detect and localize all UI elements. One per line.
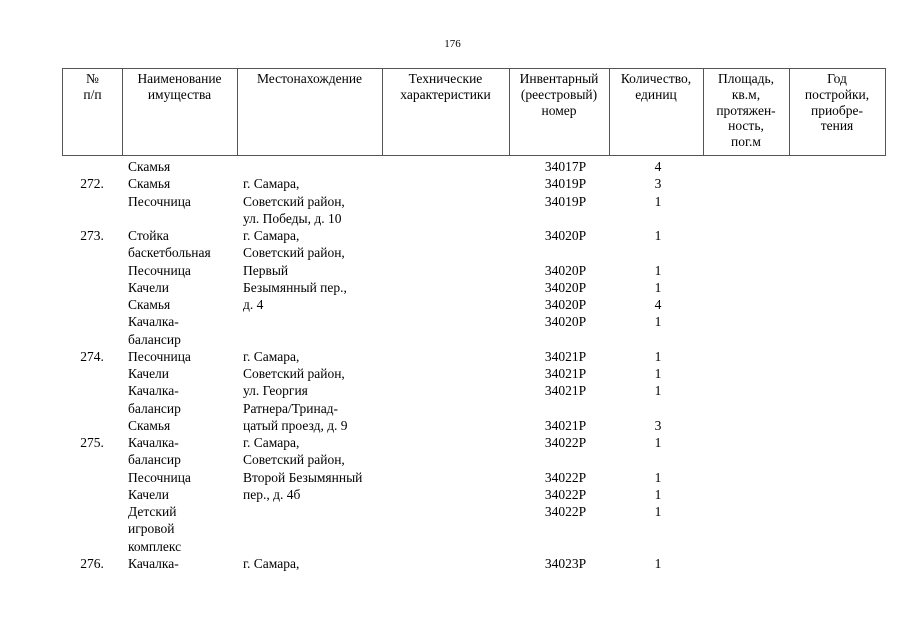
table-row bbox=[62, 296, 886, 313]
item-quantity: 4 bbox=[654, 297, 662, 312]
item-name: Скамья bbox=[128, 176, 171, 192]
inventory-number: 34022Р bbox=[544, 469, 587, 485]
item-name: Скамья bbox=[128, 159, 171, 174]
table-row bbox=[62, 158, 886, 175]
item-location: пер., д. 4б bbox=[243, 486, 301, 502]
header-line: Год bbox=[827, 71, 847, 86]
header-line: Количество, bbox=[620, 71, 692, 86]
table-row bbox=[62, 365, 886, 382]
table-row bbox=[62, 451, 886, 468]
table-row bbox=[62, 348, 886, 365]
item-location: г. Самара, bbox=[243, 176, 300, 192]
header-year bbox=[789, 71, 885, 134]
header-line: п/п bbox=[83, 86, 102, 102]
item-location: г. Самара, bbox=[243, 348, 300, 364]
item-location: Первый bbox=[243, 262, 289, 278]
item-quantity: 1 bbox=[654, 279, 662, 295]
item-name: балансир bbox=[128, 452, 181, 468]
item-name: игровой bbox=[128, 521, 175, 537]
header-inventory bbox=[509, 71, 609, 118]
item-name: Песочница bbox=[128, 348, 191, 364]
item-name: балансир bbox=[128, 331, 181, 347]
header-line: протяжен- bbox=[716, 102, 776, 118]
item-location: г. Самара, bbox=[243, 228, 300, 243]
header-line: (реестровый) bbox=[520, 86, 598, 102]
table-row bbox=[62, 227, 886, 244]
item-name: Качалка- bbox=[128, 435, 179, 450]
table-row bbox=[62, 244, 886, 261]
item-quantity: 1 bbox=[654, 262, 662, 278]
table-row bbox=[62, 520, 886, 537]
header-number bbox=[63, 71, 122, 103]
table-row bbox=[62, 469, 886, 486]
item-quantity: 3 bbox=[654, 176, 662, 192]
item-name: Скамья bbox=[128, 297, 171, 312]
table-row bbox=[62, 417, 886, 434]
table-row bbox=[62, 175, 886, 192]
header-line: номер bbox=[541, 102, 577, 118]
header-line: Инвентарный bbox=[519, 71, 599, 86]
item-name: Качели bbox=[128, 486, 170, 502]
inventory-number: 34021Р bbox=[544, 417, 587, 433]
item-location: д. 4 bbox=[243, 297, 264, 312]
item-name: Качели bbox=[128, 279, 170, 295]
inventory-number: 34021Р bbox=[544, 366, 587, 381]
item-name: Качели bbox=[128, 366, 170, 381]
item-location: г. Самара, bbox=[243, 555, 300, 571]
item-quantity: 3 bbox=[654, 417, 662, 433]
item-location: Советский район, bbox=[243, 366, 345, 381]
item-name: Песочница bbox=[128, 262, 191, 278]
item-quantity: 1 bbox=[654, 366, 662, 381]
item-quantity: 1 bbox=[654, 555, 662, 571]
item-location: г. Самара, bbox=[243, 435, 300, 450]
inventory-number: 34023Р bbox=[544, 555, 587, 571]
item-location: Советский район, bbox=[243, 193, 345, 209]
item-quantity: 1 bbox=[654, 469, 662, 485]
header-area bbox=[703, 71, 789, 150]
header-line: кв.м, bbox=[731, 86, 761, 102]
item-quantity: 1 bbox=[654, 504, 662, 519]
item-quantity: 1 bbox=[654, 348, 662, 364]
header-quantity bbox=[609, 71, 703, 103]
item-location: ул. Георгия bbox=[243, 383, 308, 399]
item-location: Советский район, bbox=[243, 452, 345, 468]
header-name bbox=[122, 71, 237, 103]
header-line: приобре- bbox=[810, 102, 864, 118]
item-name: Песочница bbox=[128, 469, 191, 485]
header-specs bbox=[382, 71, 509, 103]
item-name: баскетбольная bbox=[128, 245, 211, 261]
item-name: Качалка- bbox=[128, 383, 179, 399]
table-row bbox=[62, 538, 886, 555]
item-location: Безымянный пер., bbox=[243, 279, 347, 295]
item-quantity: 1 bbox=[654, 435, 662, 450]
header-line: Наименование bbox=[137, 71, 222, 86]
inventory-number: 34020Р bbox=[544, 314, 587, 330]
header-line: Технические bbox=[408, 71, 483, 86]
item-quantity: 1 bbox=[654, 193, 662, 209]
item-name: Стойка bbox=[128, 228, 169, 243]
inventory-number: 34020Р bbox=[544, 228, 587, 243]
header-line: постройки, bbox=[804, 86, 870, 102]
inventory-number: 34020Р bbox=[544, 279, 587, 295]
item-location: Второй Безымянный bbox=[243, 469, 363, 485]
item-quantity: 1 bbox=[654, 486, 662, 502]
row-number: 274. bbox=[80, 348, 104, 364]
inventory-number: 34019Р bbox=[544, 176, 587, 192]
table-row bbox=[62, 313, 886, 330]
table-header bbox=[62, 68, 886, 156]
item-name: Качалка- bbox=[128, 555, 179, 571]
item-name: Детский bbox=[128, 504, 177, 519]
item-name: Песочница bbox=[128, 193, 191, 209]
item-name: Скамья bbox=[128, 417, 171, 433]
header-line: ность, bbox=[728, 118, 764, 134]
inventory-number: 34019Р bbox=[544, 193, 587, 209]
table-row bbox=[62, 434, 886, 451]
header-line: Площадь, bbox=[717, 71, 775, 86]
item-name: балансир bbox=[128, 400, 181, 416]
table-row bbox=[62, 382, 886, 399]
header-line: пог.м bbox=[731, 134, 761, 150]
header-line: единиц bbox=[635, 86, 677, 102]
table-row bbox=[62, 331, 886, 348]
header-line: характеристики bbox=[400, 86, 491, 102]
table-row bbox=[62, 555, 886, 572]
inventory-number: 34022Р bbox=[544, 486, 587, 502]
table-row bbox=[62, 279, 886, 296]
header-line: Местонахождение bbox=[256, 71, 363, 86]
item-quantity: 1 bbox=[654, 314, 662, 330]
item-name: комплекс bbox=[128, 538, 182, 554]
header-line: тения bbox=[820, 118, 854, 134]
inventory-number: 34020Р bbox=[544, 262, 587, 278]
page-number: 176 bbox=[444, 38, 461, 50]
inventory-number: 34021Р bbox=[544, 383, 587, 399]
inventory-number: 34017Р bbox=[544, 159, 587, 174]
inventory-number: 34020Р bbox=[544, 297, 587, 312]
item-location: ул. Победы, д. 10 bbox=[243, 210, 342, 226]
item-location: Советский район, bbox=[243, 245, 345, 261]
table-row bbox=[62, 400, 886, 417]
item-quantity: 1 bbox=[654, 228, 662, 243]
item-quantity: 1 bbox=[654, 383, 662, 399]
table-row bbox=[62, 262, 886, 279]
table-row bbox=[62, 486, 886, 503]
header-location bbox=[237, 71, 382, 87]
inventory-number: 34022Р bbox=[544, 504, 587, 519]
inventory-number: 34022Р bbox=[544, 435, 587, 450]
inventory-number: 34021Р bbox=[544, 348, 587, 364]
row-number: 276. bbox=[80, 555, 104, 571]
table-row bbox=[62, 193, 886, 210]
item-name: Качалка- bbox=[128, 314, 179, 330]
header-line: имущества bbox=[147, 86, 212, 102]
item-quantity: 4 bbox=[654, 159, 662, 174]
item-location: Ратнера/Тринад- bbox=[243, 400, 339, 416]
row-number: 272. bbox=[80, 176, 104, 192]
table-row bbox=[62, 210, 886, 227]
header-line: № bbox=[86, 71, 99, 86]
row-number: 275. bbox=[80, 435, 104, 450]
table-row bbox=[62, 503, 886, 520]
item-location: цатый проезд, д. 9 bbox=[243, 417, 348, 433]
row-number: 273. bbox=[80, 228, 104, 243]
